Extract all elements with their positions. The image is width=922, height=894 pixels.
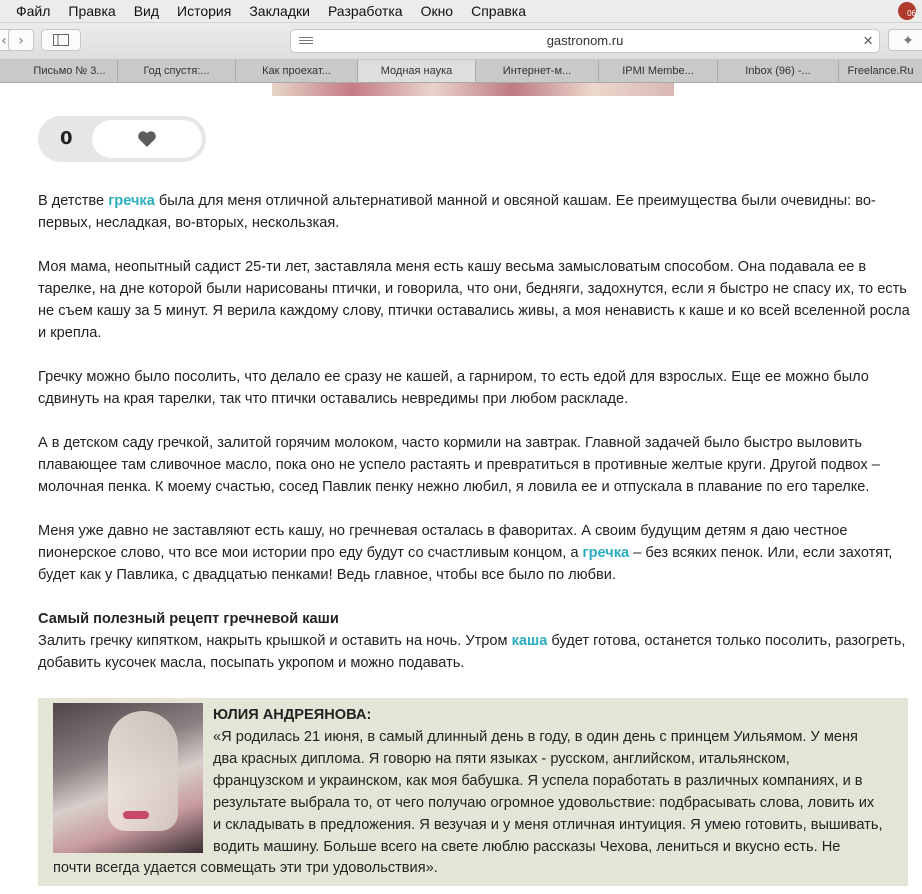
tab-kak-proekhat[interactable]: Как проехат... [236,60,358,82]
tab-bar [0,60,922,83]
recipe-section: Самый полезный рецепт гречневой каши Залить гречку кипятком, накрыть крышкой и оставить на ночь. Утром каша будет готова, останется только посолить, разогреть, добавить кусочек масла, посыпать укропом и можно подавать. [38,608,914,674]
tray-app-icon[interactable]: 06 [898,2,916,20]
article-paragraph: Моя мама, неопытный садист 25-ти лет, заставляла меня есть кашу весьма замысловатым способом. Она подавала ее в тарелке, на дне которой были нарисованы птички, и говорила, что они, бедняги, задохнутся, если я быстро не спасу их, то есть не съем кашу за 5 минут. Я верила каждому слову, птички оставались живы, а моя ненависть к каше и ко всей вселенной росла и крепла. [38,259,910,341]
address-bar[interactable] [290,29,880,53]
tag-link-kasha[interactable]: каша [511,633,548,649]
author-text [213,704,903,858]
author-box [38,698,908,886]
author-name: ЮЛИЯ АНДРЕЯНОВА: [213,707,372,723]
menu-bookmarks[interactable]: Закладки [249,3,310,19]
recipe-title: Самый полезный рецепт гречневой каши [38,611,339,627]
like-count: 0 [60,128,73,149]
menu-edit[interactable]: Правка [68,3,116,19]
author-photo [53,703,203,853]
author-bio-line: и складывать в предложения. Я везучая и у меня отличная интуиция. Я умею готовить, вышивать, [213,817,883,833]
heart-icon [137,130,157,148]
like-button[interactable] [92,120,202,158]
tab-internet-m[interactable]: Интернет-м... [476,60,599,82]
tab-ipmi[interactable]: IPMI Membe... [599,60,718,82]
author-bio-line: результате выбрала то, от чего получаю огромное удовольствие: подбрасывать слова, ловить их [213,795,875,811]
tab-pismo[interactable]: Письмо № 3... [0,60,118,82]
browser-toolbar [0,23,922,60]
chevron-left-icon: ‹ [1,33,7,49]
forward-button[interactable] [8,29,34,51]
menu-history[interactable]: История [177,3,232,19]
tab-modnaya-nauka[interactable]: Модная наука [358,60,476,82]
article-body [38,190,914,696]
author-bio-line: французском и украинском, как моя бабушка. Я успела поработать в различных компаниях, и в [213,773,863,789]
sidebar-icon [53,34,69,46]
address-url: gastronom.ru [546,33,624,48]
tab-god-spustya[interactable]: Год спустя:... [118,60,236,82]
article-paragraph: Гречку можно было посолить, что делало ее сразу не кашей, а гарниром, то есть едой для взрослых. Еще ее можно было сдвинуть на края тарелки, так что птички оставались невредимы при любом раскладе. [38,369,869,407]
tag-link-grechka[interactable]: гречка [582,545,630,561]
author-bio-line: водить машину. Больше всего на свете люблю рассказы Чехова, лениться и вкусно есть. Не [213,839,841,855]
author-bio-line: два красных диплома. Я говорю на пяти языках - русском, английском, итальянском, [213,751,790,767]
article-hero-image [272,83,674,96]
article-paragraph: Меня уже давно не заставляют есть кашу, но гречневая осталась в фаворитах. А своим будущим детям я даю честное пионерское слово, что все мои истории про еду будут со счастливым концом, а гречка – без всяких пенок. Или, если захотят, будет как у Павлика, с двадцатью пенками! Ведь главное, чтобы все было по любви. [38,523,893,583]
like-widget [38,116,206,162]
author-bio-line: «Я родилась 21 июня, в самый длинный день в году, в один день с принцем Уильямом. У меня [213,729,858,745]
tab-freelance[interactable]: Freelance.Ru [847,65,914,77]
menu-help[interactable]: Справка [471,3,527,19]
article-paragraph: А в детском саду гречкой, залитой горячим молоком, часто кормили на завтрак. Главной задачей было быстро выловить плавающее там сливочное масло, пока оно не успело растаять и превратиться в противные желтые круги. Другой подвох – молочная пенка. К моему счастью, сосед Павлик пенку нежно любил, я ловила ее и отпускала в плавание по его тарелке. [38,435,880,495]
menu-view[interactable]: Вид [133,3,160,19]
close-icon[interactable]: × [863,31,873,50]
tab-inbox[interactable]: Inbox (96) -... [718,60,839,82]
menu-file[interactable]: Файл [16,3,51,19]
tag-link-grechka[interactable]: гречка [108,193,155,209]
share-icon: ✦ [902,33,914,49]
share-button[interactable] [888,29,922,51]
chevron-right-icon: › [18,33,24,49]
menu-develop[interactable]: Разработка [327,3,403,19]
menu-bar [0,0,922,23]
article-paragraph: В детстве гречка была для меня отличной альтернативой манной и овсяной кашам. Ее преимущества были очевидны: во-первых, несладкая, во-вторых, нескользкая. [38,193,876,231]
page-content [0,83,922,894]
author-bio-line: почти всегда удается совмещать эти три удовольствия». [53,860,438,876]
menu-window[interactable]: Окно [420,3,454,19]
sidebar-toggle-button[interactable] [41,29,81,51]
